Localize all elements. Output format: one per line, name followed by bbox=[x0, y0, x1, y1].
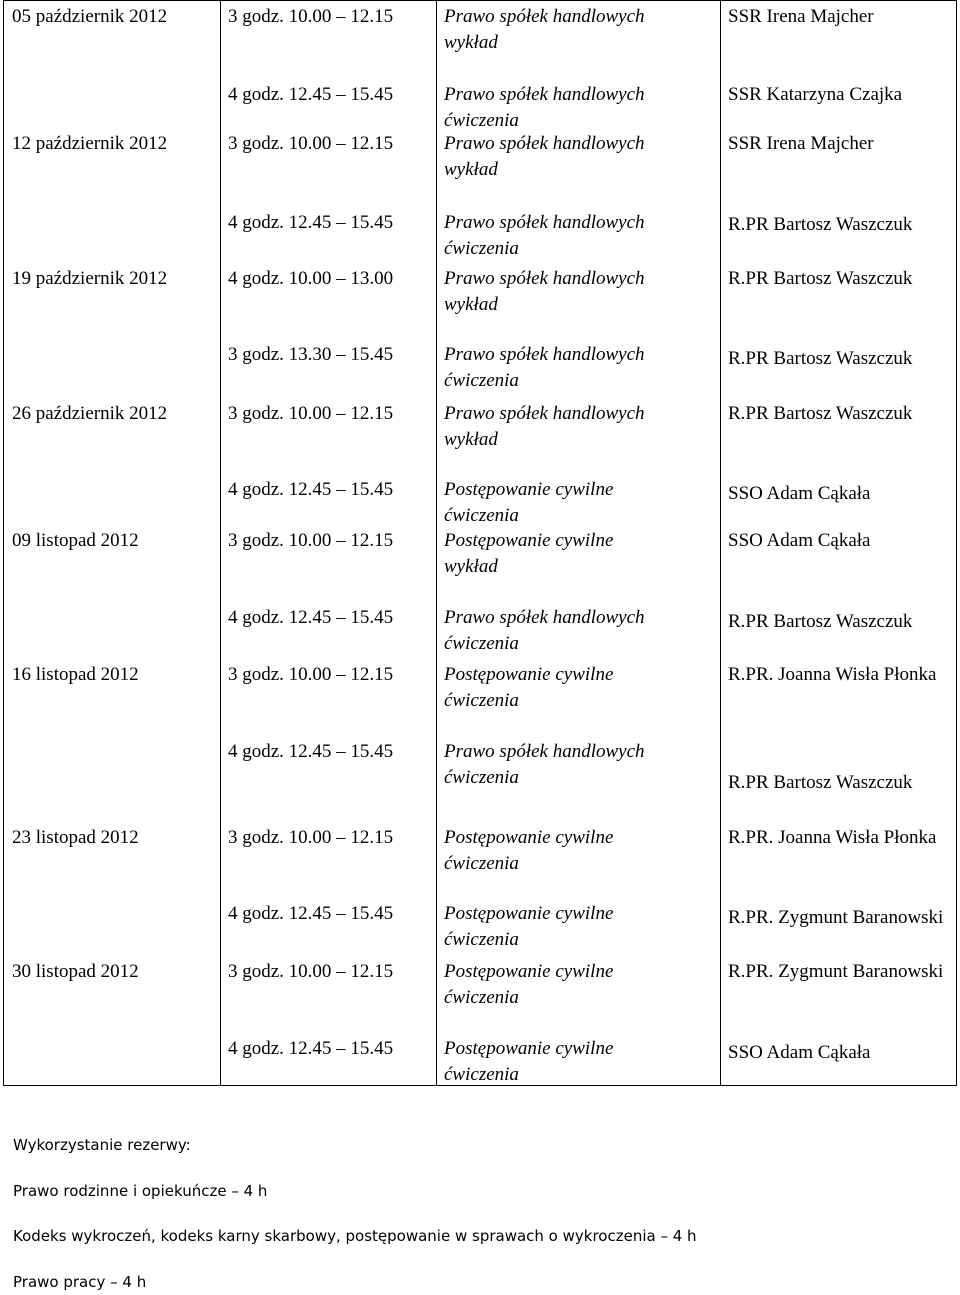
session-lecturer: SSO Adam Cąkała bbox=[728, 1042, 871, 1063]
session-lecturer: R.PR. Zygmunt Baranowski bbox=[728, 961, 944, 982]
session-lecturer: R.PR. Joanna Wisła Płonka bbox=[728, 664, 937, 685]
session-subject: Postępowanie cywilne bbox=[444, 664, 614, 685]
session-subject-cell bbox=[444, 401, 645, 453]
session-subject-cell bbox=[444, 131, 645, 183]
session-hours: 4 godz. 12.45 – 15.45 bbox=[228, 607, 394, 628]
session-subject: Postępowanie cywilne bbox=[444, 903, 614, 924]
session-hours: 3 godz. 10.00 – 12.15 bbox=[228, 827, 394, 848]
session-lecturer: SSR Irena Majcher bbox=[728, 133, 874, 154]
session-lecturer: R.PR Bartosz Waszczuk bbox=[728, 268, 913, 289]
session-subject: Postępowanie cywilne bbox=[444, 961, 614, 982]
session-form: ćwiczenia bbox=[444, 853, 519, 874]
session-subject-cell bbox=[444, 477, 613, 529]
session-date: 26 październik 2012 bbox=[12, 403, 168, 424]
column-divider bbox=[720, 1, 721, 1085]
session-subject: Postępowanie cywilne bbox=[444, 827, 614, 848]
session-date: 30 listopad 2012 bbox=[12, 961, 139, 982]
session-lecturer: R.PR Bartosz Waszczuk bbox=[728, 348, 913, 369]
session-lecturer: SSO Adam Cąkała bbox=[728, 530, 871, 551]
session-form: ćwiczenia bbox=[444, 690, 519, 711]
session-subject: Postępowanie cywilne bbox=[444, 479, 614, 500]
session-form: wykład bbox=[444, 159, 498, 180]
session-lecturer: R.PR Bartosz Waszczuk bbox=[728, 403, 913, 424]
column-divider bbox=[436, 1, 437, 1085]
session-hours: 3 godz. 13.30 – 15.45 bbox=[228, 344, 394, 365]
session-form: ćwiczenia bbox=[444, 505, 519, 526]
session-hours: 4 godz. 12.45 – 15.45 bbox=[228, 212, 394, 233]
session-subject: Prawo spółek handlowych bbox=[444, 268, 645, 289]
session-date: 23 listopad 2012 bbox=[12, 827, 139, 848]
session-form: ćwiczenia bbox=[444, 929, 519, 950]
session-hours: 3 godz. 10.00 – 12.15 bbox=[228, 133, 394, 154]
session-form: ćwiczenia bbox=[444, 238, 519, 259]
session-subject-cell bbox=[444, 662, 613, 714]
session-hours: 4 godz. 12.45 – 15.45 bbox=[228, 479, 394, 500]
session-subject-cell bbox=[444, 739, 645, 791]
session-hours: 4 godz. 12.45 – 15.45 bbox=[228, 741, 394, 762]
session-hours: 3 godz. 10.00 – 12.15 bbox=[228, 530, 394, 551]
session-subject-cell bbox=[444, 1036, 613, 1088]
session-subject: Prawo spółek handlowych bbox=[444, 607, 645, 628]
session-subject-cell bbox=[444, 266, 645, 318]
session-subject-cell bbox=[444, 528, 613, 580]
session-subject-cell bbox=[444, 901, 613, 953]
session-subject: Postępowanie cywilne bbox=[444, 530, 614, 551]
session-hours: 3 godz. 10.00 – 12.15 bbox=[228, 403, 394, 424]
session-hours: 4 godz. 12.45 – 15.45 bbox=[228, 903, 394, 924]
session-hours: 3 godz. 10.00 – 12.15 bbox=[228, 664, 394, 685]
session-subject: Prawo spółek handlowych bbox=[444, 403, 645, 424]
session-hours: 3 godz. 10.00 – 12.15 bbox=[228, 6, 394, 27]
session-lecturer: SSR Katarzyna Czajka bbox=[728, 84, 903, 105]
session-hours: 4 godz. 12.45 – 15.45 bbox=[228, 1038, 394, 1059]
session-lecturer: R.PR Bartosz Waszczuk bbox=[728, 772, 913, 793]
schedule-table bbox=[3, 0, 957, 1086]
session-subject-cell bbox=[444, 605, 645, 657]
session-form: wykład bbox=[444, 32, 498, 53]
session-form: ćwiczenia bbox=[444, 633, 519, 654]
session-subject-cell bbox=[444, 959, 613, 1011]
session-subject: Prawo spółek handlowych bbox=[444, 6, 645, 27]
session-form: wykład bbox=[444, 556, 498, 577]
session-form: wykład bbox=[444, 294, 498, 315]
session-subject-cell bbox=[444, 210, 645, 262]
session-form: ćwiczenia bbox=[444, 767, 519, 788]
notes-item: Kodeks wykroczeń, kodeks karny skarbowy, postępowanie w sprawach o wykroczenia – 4 h bbox=[13, 1227, 697, 1245]
session-subject: Postępowanie cywilne bbox=[444, 1038, 614, 1059]
notes-item: Prawo rodzinne i opiekuńcze – 4 h bbox=[13, 1182, 268, 1200]
session-lecturer: R.PR. Joanna Wisła Płonka bbox=[728, 827, 937, 848]
session-date: 19 październik 2012 bbox=[12, 268, 168, 289]
session-date: 12 październik 2012 bbox=[12, 133, 168, 154]
notes-heading: Wykorzystanie rezerwy: bbox=[13, 1136, 191, 1154]
session-form: wykład bbox=[444, 429, 498, 450]
session-subject-cell bbox=[444, 342, 645, 394]
session-form: ćwiczenia bbox=[444, 1064, 519, 1085]
session-date: 05 październik 2012 bbox=[12, 6, 168, 27]
session-form: ćwiczenia bbox=[444, 987, 519, 1008]
session-date: 16 listopad 2012 bbox=[12, 664, 139, 685]
session-subject-cell bbox=[444, 82, 645, 134]
session-lecturer: R.PR Bartosz Waszczuk bbox=[728, 214, 913, 235]
session-lecturer: SSO Adam Cąkała bbox=[728, 483, 871, 504]
session-form: ćwiczenia bbox=[444, 110, 519, 131]
session-subject: Prawo spółek handlowych bbox=[444, 133, 645, 154]
session-subject-cell bbox=[444, 4, 645, 56]
session-hours: 4 godz. 12.45 – 15.45 bbox=[228, 84, 394, 105]
session-lecturer: SSR Irena Majcher bbox=[728, 6, 874, 27]
session-subject: Prawo spółek handlowych bbox=[444, 741, 645, 762]
column-divider bbox=[220, 1, 221, 1085]
session-form: ćwiczenia bbox=[444, 370, 519, 391]
session-lecturer: R.PR Bartosz Waszczuk bbox=[728, 611, 913, 632]
session-subject-cell bbox=[444, 825, 613, 877]
session-date: 09 listopad 2012 bbox=[12, 530, 139, 551]
session-lecturer: R.PR. Zygmunt Baranowski bbox=[728, 907, 944, 928]
session-subject: Prawo spółek handlowych bbox=[444, 84, 645, 105]
session-hours: 3 godz. 10.00 – 12.15 bbox=[228, 961, 394, 982]
session-hours: 4 godz. 10.00 – 13.00 bbox=[228, 268, 394, 289]
session-subject: Prawo spółek handlowych bbox=[444, 344, 645, 365]
notes-item: Prawo pracy – 4 h bbox=[13, 1273, 147, 1291]
session-subject: Prawo spółek handlowych bbox=[444, 212, 645, 233]
